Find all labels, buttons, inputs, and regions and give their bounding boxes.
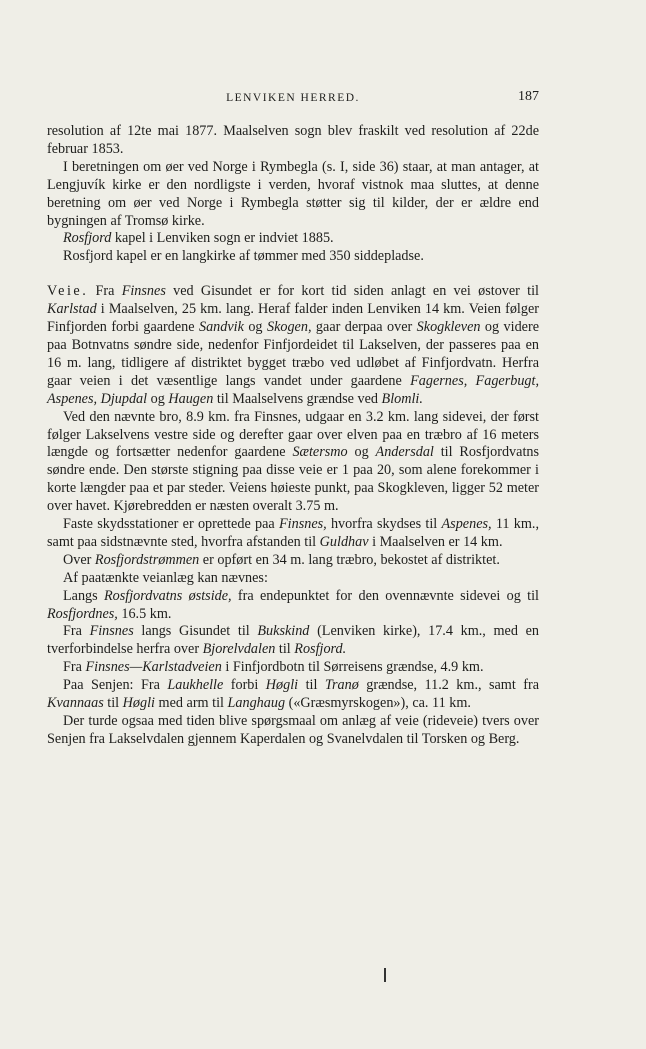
italic-run: Haugen — [168, 390, 214, 407]
text-run: («Græsmyrskogen»), ca. 11 km. — [285, 695, 471, 712]
text-run: i Finfjordbotn til Sørreisens grændse, 4.9 km. — [221, 659, 484, 676]
italic-run: Finsnes, — [279, 516, 327, 533]
text-run: Fra — [63, 623, 90, 640]
italic-run: Tranø — [324, 677, 359, 694]
paragraph — [47, 516, 539, 552]
text-run: (Lenviken kirke), 17.4 km., med en tverforbindelse herfra over — [47, 623, 539, 658]
italic-run: Høgli — [122, 695, 155, 712]
text-run: til Maalselvens grændse ved — [213, 390, 382, 407]
text-run: til — [103, 695, 123, 712]
italic-run: Høgli — [265, 677, 299, 694]
italic-run: Rosfjordnes, — [47, 605, 118, 622]
italic-run: Guldhav — [319, 533, 369, 550]
text-run: Over — [63, 551, 95, 568]
text-run: forbi — [223, 677, 266, 694]
italic-run: Fagernes, Fagerbugt, Aspenes, Djupdal — [47, 372, 540, 407]
text-run: i Maalselven er 14 km. — [368, 533, 503, 550]
italic-run: Finsnes — [89, 623, 134, 640]
text-run: og — [243, 319, 267, 336]
text-run: Der turde ogsaa med tiden blive spørgsmaal om anlæg af veie (rideveie) tvers over Senjen fra Lakselvdalen gjennem Kaperdalen og Svanelvdalen til Torsken og Berg. — [47, 713, 539, 747]
text-run: Veie. — [47, 283, 89, 300]
paragraph — [47, 677, 539, 713]
text-run: Paa Senjen: Fra — [63, 677, 168, 694]
text-run: grændse, 11.2 km., samt fra — [358, 677, 539, 694]
text-run: Fra — [63, 659, 86, 676]
text-run: hvorfra skydses til — [326, 516, 442, 533]
text-run: Fra — [88, 283, 122, 300]
text-run: til — [298, 677, 325, 694]
text-run: Faste skydsstationer er oprettede paa — [63, 516, 279, 533]
paragraph — [47, 159, 539, 231]
italic-run: Blomli. — [381, 390, 423, 407]
paragraph — [47, 552, 539, 570]
italic-run: Rosfjord. — [294, 641, 347, 658]
paragraph — [47, 283, 539, 408]
text-run: gaar derpaa over — [311, 319, 417, 336]
text-run: Ved den nævnte bro, 8.9 km. fra Finsnes, udgaar en 3.2 km. lang sidevei, der først følger Lakselvens vestre side og derefter gaar over elven paa en træbro af 16 meters længde og fortsætter nedenfor gaardene — [47, 408, 539, 461]
text-run: i Maalselven, 25 km. lang. Heraf falder inden Lenviken 14 km. Veien følger Finfjorden forbi gaardene — [47, 301, 539, 336]
italic-run: Laukhelle — [167, 677, 224, 694]
text-run: I beretningen om øer ved Norge i Rymbegla (s. I, side 36) staar, at man antager, at Lengjuvík kirke er den nordligste i verden, hvoraf vistnok maa sluttes, at denne beretning om øer ved Norge i Rymbegla støtter sig til kilder, der er ældre end bygningen af Tromsø kirke. — [47, 158, 539, 229]
text-run: og — [147, 390, 169, 407]
paragraph — [47, 123, 539, 159]
header-title: LENVIKEN HERRED. — [226, 92, 360, 104]
italic-run: Andersdal — [375, 444, 434, 461]
running-header — [47, 88, 539, 108]
text-run: Rosfjord kapel er en langkirke af tømmer med 350 siddepladse. — [63, 248, 424, 265]
italic-run: Sætersmo — [292, 444, 348, 461]
paragraph — [47, 659, 539, 677]
margin-mark — [384, 968, 386, 982]
text-run: til Rosfjordvatns søndre ende. Den største stigning paa disse veie er 1 paa 20, som alene forekommer i korte længder paa et par steder. Veiens høieste punkt, paa Skogkleven, ligger 52 meter over havet. Kjørebredden er næsten overalt 3.75 m. — [47, 444, 539, 515]
text-run: 11 km., samt paa sidstnævnte sted, hvorfra afstanden til — [47, 516, 539, 550]
text-run: 16.5 km. — [117, 605, 172, 622]
italic-run: Rosfjord — [63, 230, 112, 247]
text-run: er opført en 34 m. lang træbro, bekostet af distriktet. — [199, 551, 500, 568]
text-run: til — [275, 641, 295, 658]
text-run: Langs — [63, 587, 104, 604]
paragraph — [47, 623, 539, 659]
paragraph — [47, 588, 539, 624]
italic-run: Langhaug — [227, 695, 286, 712]
italic-run: Rosfjordstrømmen — [94, 551, 200, 568]
text-run: kapel i Lenviken sogn er indviet 1885. — [111, 230, 334, 247]
italic-run: Karlstad — [47, 301, 97, 318]
italic-run: Aspenes, — [441, 516, 492, 533]
italic-run: Finsnes — [121, 283, 166, 300]
text-run: fra endepunktet for den ovennævnte sidevei og til — [231, 587, 539, 604]
italic-run: Skogen, — [266, 319, 312, 336]
italic-run: Rosfjordvatns østside, — [104, 587, 232, 604]
text-run: med arm til — [155, 695, 228, 712]
text-run: langs Gisundet til — [133, 623, 258, 640]
body-text — [47, 123, 539, 749]
italic-run: Finsnes—Karlstadveien — [85, 659, 222, 676]
paragraph — [47, 570, 539, 588]
italic-run: Sandvik — [198, 319, 244, 336]
paragraph — [47, 713, 539, 749]
italic-run: Kvannaas — [47, 695, 104, 712]
italic-run: Bukskind — [257, 623, 310, 640]
italic-run: Bjorelvdalen — [202, 641, 276, 658]
text-run: Af paatænkte veianlæg kan nævnes: — [63, 569, 268, 586]
text-run: og videre paa Botnvatns søndre side, nedenfor Finfjordeidet til Lakselven, der passeres paa en 16 m. lang, tidligere af distriktet bygget træbo ved udløbet af Finfjordvatn. Herfra gaar veien i det væsentlige langs vandet under gaardene — [47, 319, 539, 389]
paragraph — [47, 248, 539, 266]
text-run: resolution af 12te mai 1877. Maalselven sogn blev fraskilt ved resolution af 22de februar 1853. — [47, 123, 539, 157]
paragraph — [47, 409, 539, 516]
text-run: ved Gisundet er for kort tid siden anlagt en vei østover til — [165, 283, 539, 300]
italic-run: Skogkleven — [416, 319, 481, 336]
page-number: 187 — [518, 89, 539, 104]
paragraph — [47, 230, 539, 248]
text-run: og — [347, 444, 376, 461]
